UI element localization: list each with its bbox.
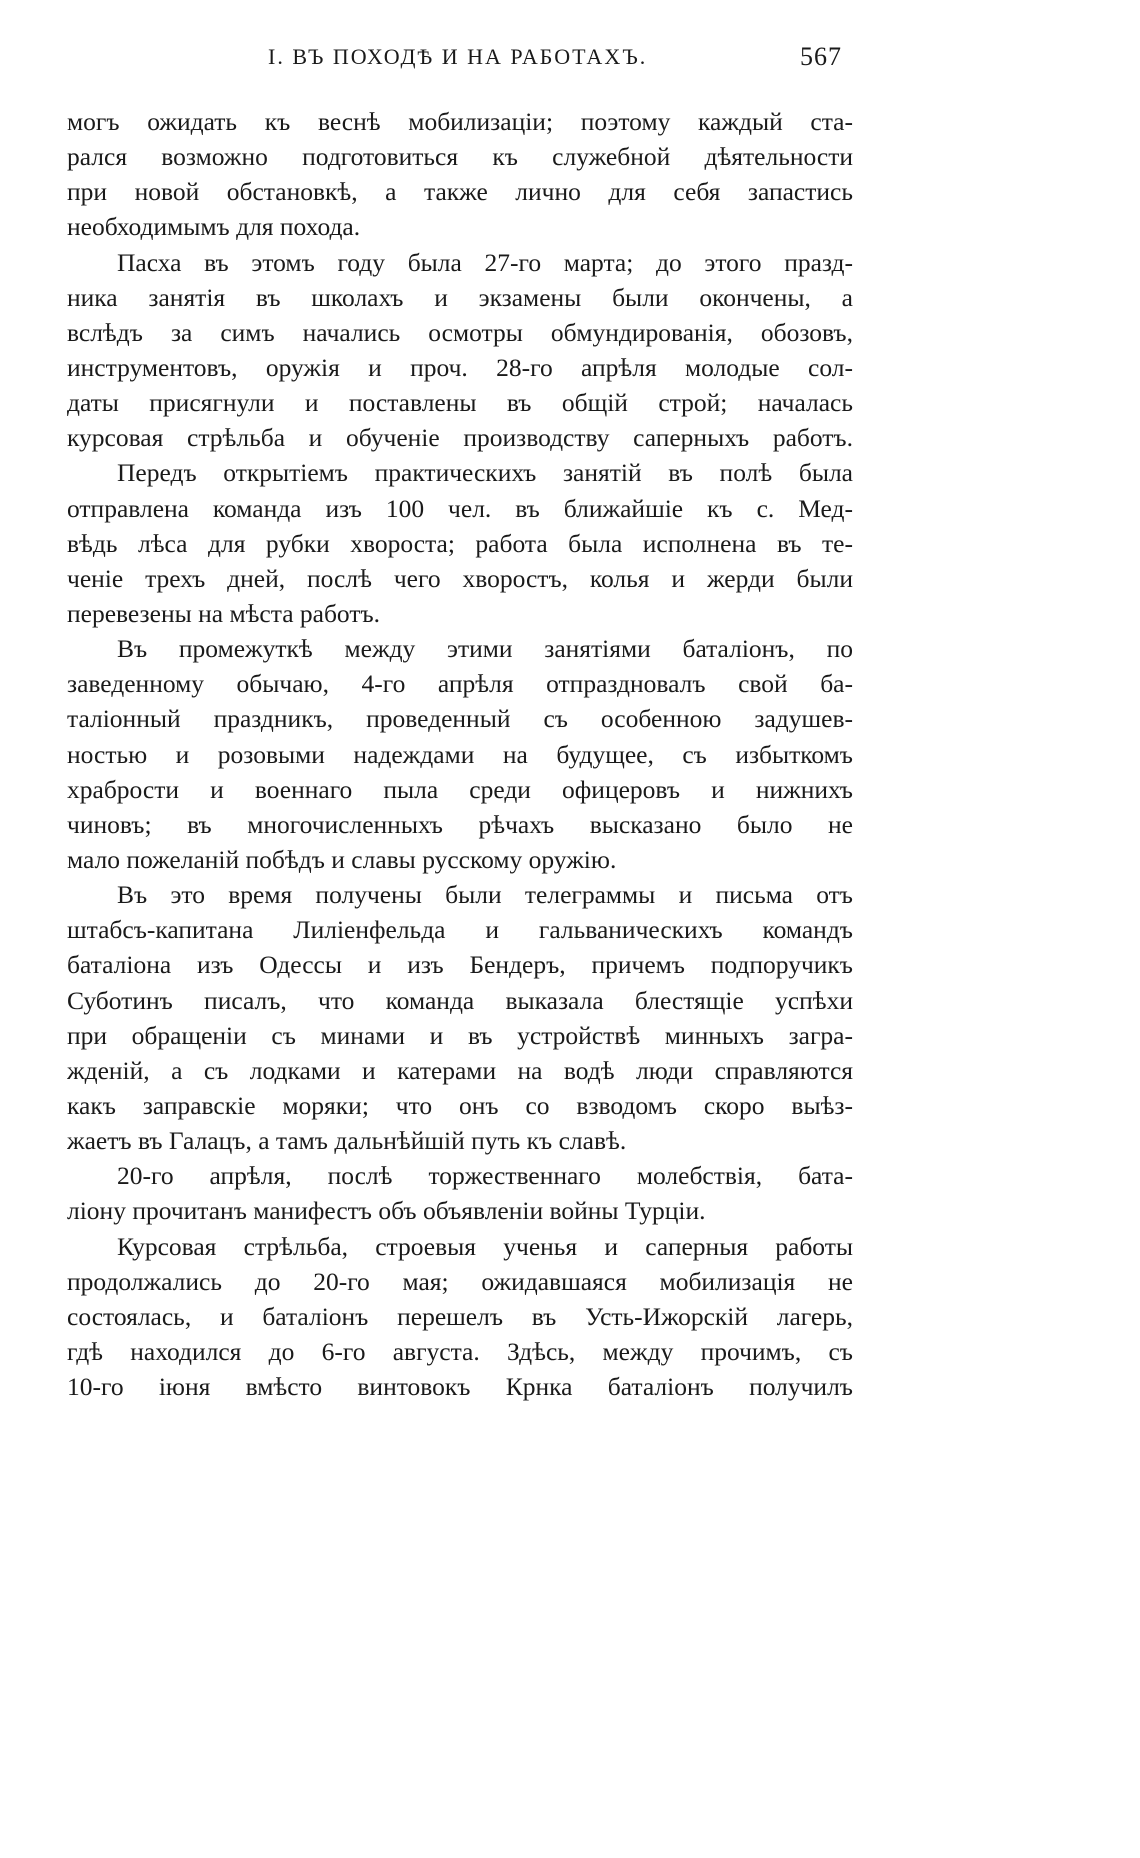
text-line: вслѣдъ за симъ начались осмотры обмундированія, обозовъ,	[67, 317, 853, 347]
text-line: необходимымъ для похода.	[67, 212, 361, 242]
text-line: состоялась, и баталіонъ перешелъ въ Усть-Ижорскій лагерь,	[67, 1301, 853, 1331]
text-line: ностью и розовыми надеждами на будущее, съ избыткомъ	[67, 739, 853, 769]
text-line: мало пожеланій побѣдъ и славы русскому оружію.	[67, 844, 617, 874]
text-line: продолжались до 20-го мая; ожидавшаяся мобилизація не	[67, 1266, 853, 1296]
text-line: при обращеніи съ минами и въ устройствѣ минныхъ загра-	[67, 1020, 853, 1050]
text-line: Въ промежуткѣ между этими занятіями баталіонъ, по	[117, 634, 853, 664]
text-line: ника занятія въ школахъ и экзамены были окончены, а	[67, 282, 853, 312]
text-line: отправлена команда изъ 100 чел. въ ближайшіе къ с. Мед-	[67, 493, 853, 523]
text-line: Въ это время получены были телеграммы и письма отъ	[117, 880, 853, 910]
text-line: храбрости и военнаго пыла среди офицеровъ и нижнихъ	[67, 774, 853, 804]
text-line: даты присягнули и поставлены въ общій строй; началась	[67, 388, 853, 418]
text-line: при новой обстановкѣ, а также лично для себя запастись	[67, 177, 853, 207]
text-line: вѣдь лѣса для рубки хвороста; работа была исполнена въ те-	[67, 528, 853, 558]
text-line: перевезены на мѣста работъ.	[67, 598, 381, 628]
text-line: жденій, а съ лодками и катерами на водѣ люди справляются	[67, 1055, 853, 1085]
text-line: штабсъ-капитана Лиліенфельда и гальваническихъ командъ	[67, 915, 853, 945]
text-line: какъ заправскіе моряки; что онъ со взводомъ скоро выѣз-	[67, 1090, 853, 1120]
text-line: Передъ открытіемъ практическихъ занятій въ полѣ была	[117, 458, 853, 488]
text-line: гдѣ находился до 6-го августа. Здѣсь, между прочимъ, съ	[67, 1336, 853, 1366]
text-line: рался возможно подготовиться къ служебной дѣятельности	[67, 142, 853, 172]
chapter-title: I. ВЪ ПОХОДѢ И НА РАБОТАХЪ.	[268, 44, 648, 69]
text-line: чиновъ; въ многочисленныхъ рѣчахъ высказано было не	[67, 809, 853, 839]
page-number: 567	[800, 42, 842, 71]
text-line: жаетъ въ Галацъ, а тамъ дальнѣйшій путь къ славѣ.	[67, 1126, 627, 1156]
text-line: Пасха въ этомъ году была 27-го марта; до этого празд-	[117, 247, 853, 277]
running-head	[0, 44, 960, 80]
text-line: 10-го іюня вмѣсто винтовокъ Крнка баталіонъ получилъ	[67, 1372, 853, 1402]
text-line: баталіона изъ Одессы и изъ Бендеръ, причемъ подпоручикъ	[67, 950, 853, 980]
text-line: таліонный праздникъ, проведенный съ особенною задушев-	[67, 704, 853, 734]
text-line: инструментовъ, оружія и проч. 28-го апрѣля молодые сол-	[67, 352, 853, 382]
text-line: Курсовая стрѣльба, строевыя ученья и саперныя работы	[117, 1231, 853, 1261]
text-line: курсовая стрѣльба и обученіе производству саперныхъ работъ.	[67, 423, 853, 453]
text-line: ліону прочитанъ манифестъ объ объявленіи войны Турціи.	[67, 1196, 706, 1226]
text-line: 20-го апрѣля, послѣ торжественнаго молебствія, бата-	[117, 1161, 853, 1191]
text-line: заведенному обычаю, 4-го апрѣля отпраздновалъ свой ба-	[67, 669, 853, 699]
body-text	[67, 104, 853, 1404]
text-line: Суботинъ писалъ, что команда выказала блестящіе успѣхи	[67, 985, 853, 1015]
text-line: могъ ожидать къ веснѣ мобилизаціи; поэтому каждый ста-	[67, 107, 853, 136]
text-line: ченіе трехъ дней, послѣ чего хворостъ, колья и жерди были	[67, 563, 853, 593]
